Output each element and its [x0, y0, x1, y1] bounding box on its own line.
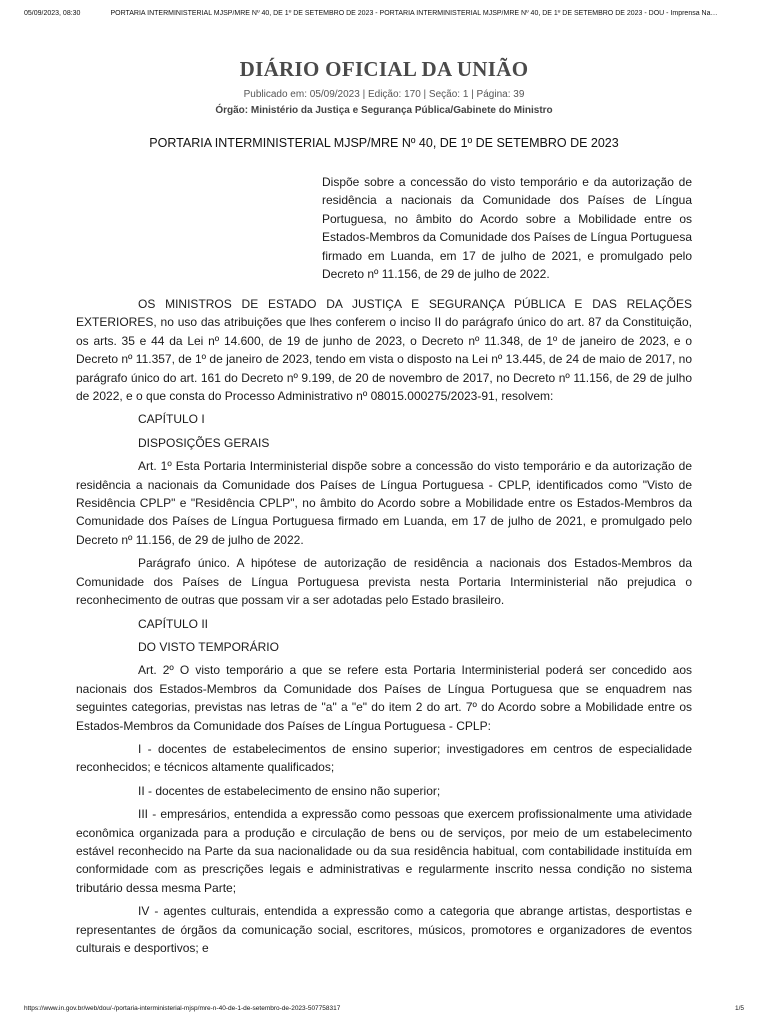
sole-paragraph: Parágrafo único. A hipótese de autorização de residência a nacionais dos Estados-Membros da Comunidade dos Países de Língua Portuguesa prevista nesta Portaria Interministerial não prejudica o reconhecimento de outras que possam vir a ser adotadas pelo Estado brasileiro.	[76, 556, 692, 608]
print-page-title: PORTARIA INTERMINISTERIAL MJSP/MRE Nº 40, DE 1º DE SETEMBRO DE 2023 - PORTARIA INTERMINISTERIAL MJSP/MRE Nº 40, DE 1º DE SETEMBRO DE 2023 - DOU - Imprensa Na…	[110, 10, 718, 17]
orgao-line	[0, 105, 768, 116]
article-paragraph: Art. 1º Esta Portaria Interministerial dispõe sobre a concessão do visto temporário e da autorização de residência a nacionais da Comunidade dos Países de Língua Portuguesa - CPLP, identificados como "Visto de Residência CPLP" e "Residência CPLP", no âmbito do Acordo sobre a Mobilidade entre os Estados-Membros da Comunidade dos Países de Língua Portuguesa firmado em Luanda, em 17 de julho de 2021, e promulgado pelo Decreto nº 11.156, de 29 de julho de 2022.	[76, 459, 692, 547]
newspaper-title: DIÁRIO OFICIAL DA UNIÃO	[239, 57, 529, 81]
chapter-heading: CAPÍTULO I	[138, 412, 205, 427]
print-footer	[24, 1005, 744, 1012]
chapter-heading: CAPÍTULO II	[138, 616, 209, 631]
publication-info: Publicado em: 05/09/2023 | Edição: 170 | Seção: 1 | Página: 39	[243, 89, 525, 100]
page-number: 1/5	[734, 1005, 744, 1012]
chapter-title: DO VISTO TEMPORÁRIO	[138, 639, 279, 654]
item-paragraph: III - empresários, entendida a expressão como pessoas que exercem profissionalmente uma atividade econômica organizada para a produção e circulação de bens ou de serviços, por meio de um estabelecimento estável reconhecido na Parte da sua nacionalidade ou da sua residência habitual, com contabilidade instituída em conformidade com as prescrições legais e administrativas e regularmente inscrito nessa condição no sistema tributário dessa mesma Parte;	[76, 807, 692, 895]
source-url: https://www.in.gov.br/web/dou/-/portaria-interministerial-mjsp/mre-n-40-de-1-de-setembro-de-2023-507758317	[24, 1005, 341, 1012]
orgao-label: Órgão:	[215, 105, 249, 116]
item-paragraph: I - docentes de estabelecimentos de ensino superior; investigadores em centros de especialidade reconhecidos; e técnicos altamente qualificados;	[76, 741, 692, 775]
item-paragraph: IV - agentes culturais, entendida a expressão como a categoria que abrange artistas, desportistas e representantes de órgãos da comunicação social, escritores, músicos, promotores e organizadores de eventos culturais e desportivos; e	[76, 904, 692, 955]
print-datetime: 05/09/2023, 08:30	[24, 10, 81, 17]
ementa: Dispõe sobre a concessão do visto temporário e da autorização de residência a nacionais da Comunidade dos Países de Língua Portuguesa, no âmbito do Acordo sobre a Mobilidade entre os Estados-Membros da Comunidade dos Países de Língua Portuguesa firmado em Luanda, em 17 de julho de 2021, e promulgado pelo Decreto nº 11.156, de 29 de julho de 2022.	[322, 175, 692, 282]
preamble: OS MINISTROS DE ESTADO DA JUSTIÇA E SEGURANÇA PÚBLICA E DAS RELAÇÕES EXTERIORES, no uso das atribuições que lhes conferem o inciso II do parágrafo único do art. 87 da Constituição, os arts. 35 e 44 da Lei nº 14.600, de 19 de junho de 2023, o Decreto nº 11.348, de 1º de janeiro de 2023, e o Decreto nº 11.357, de 1º de janeiro de 2023, tendo em vista o disposto na Lei nº 13.445, de 24 de maio de 2017, no parágrafo único do art. 161 do Decreto nº 9.199, de 20 de novembro de 2017, no Decreto nº 11.156, de 29 de julho de 2022, e o que consta do Processo Administrativo nº 08015.000275/2023-91, resolvem:	[76, 297, 692, 404]
item-paragraph: II - docentes de estabelecimento de ensino não superior;	[138, 783, 441, 798]
orgao-value: Ministério da Justiça e Segurança Pública/Gabinete do Ministro	[250, 105, 553, 116]
masthead	[0, 57, 768, 116]
act-title: PORTARIA INTERMINISTERIAL MJSP/MRE Nº 40, DE 1º DE SETEMBRO DE 2023	[149, 136, 619, 150]
chapter-title: DISPOSIÇÕES GERAIS	[138, 435, 270, 450]
document-body	[76, 295, 692, 962]
article-paragraph: Art. 2º O visto temporário a que se refere esta Portaria Interministerial poderá ser concedido aos nacionais dos Estados-Membros da Comunidade dos Países de Língua Portuguesa que se enquadrem nas seguintes categorias, previstas nas letras de "a" a "e" do item 2 do art. 7º do Acordo sobre a Mobilidade entre os Estados-Membros da Comunidade dos Países de Língua Portuguesa - CPLP:	[76, 663, 692, 733]
print-header	[24, 10, 744, 17]
